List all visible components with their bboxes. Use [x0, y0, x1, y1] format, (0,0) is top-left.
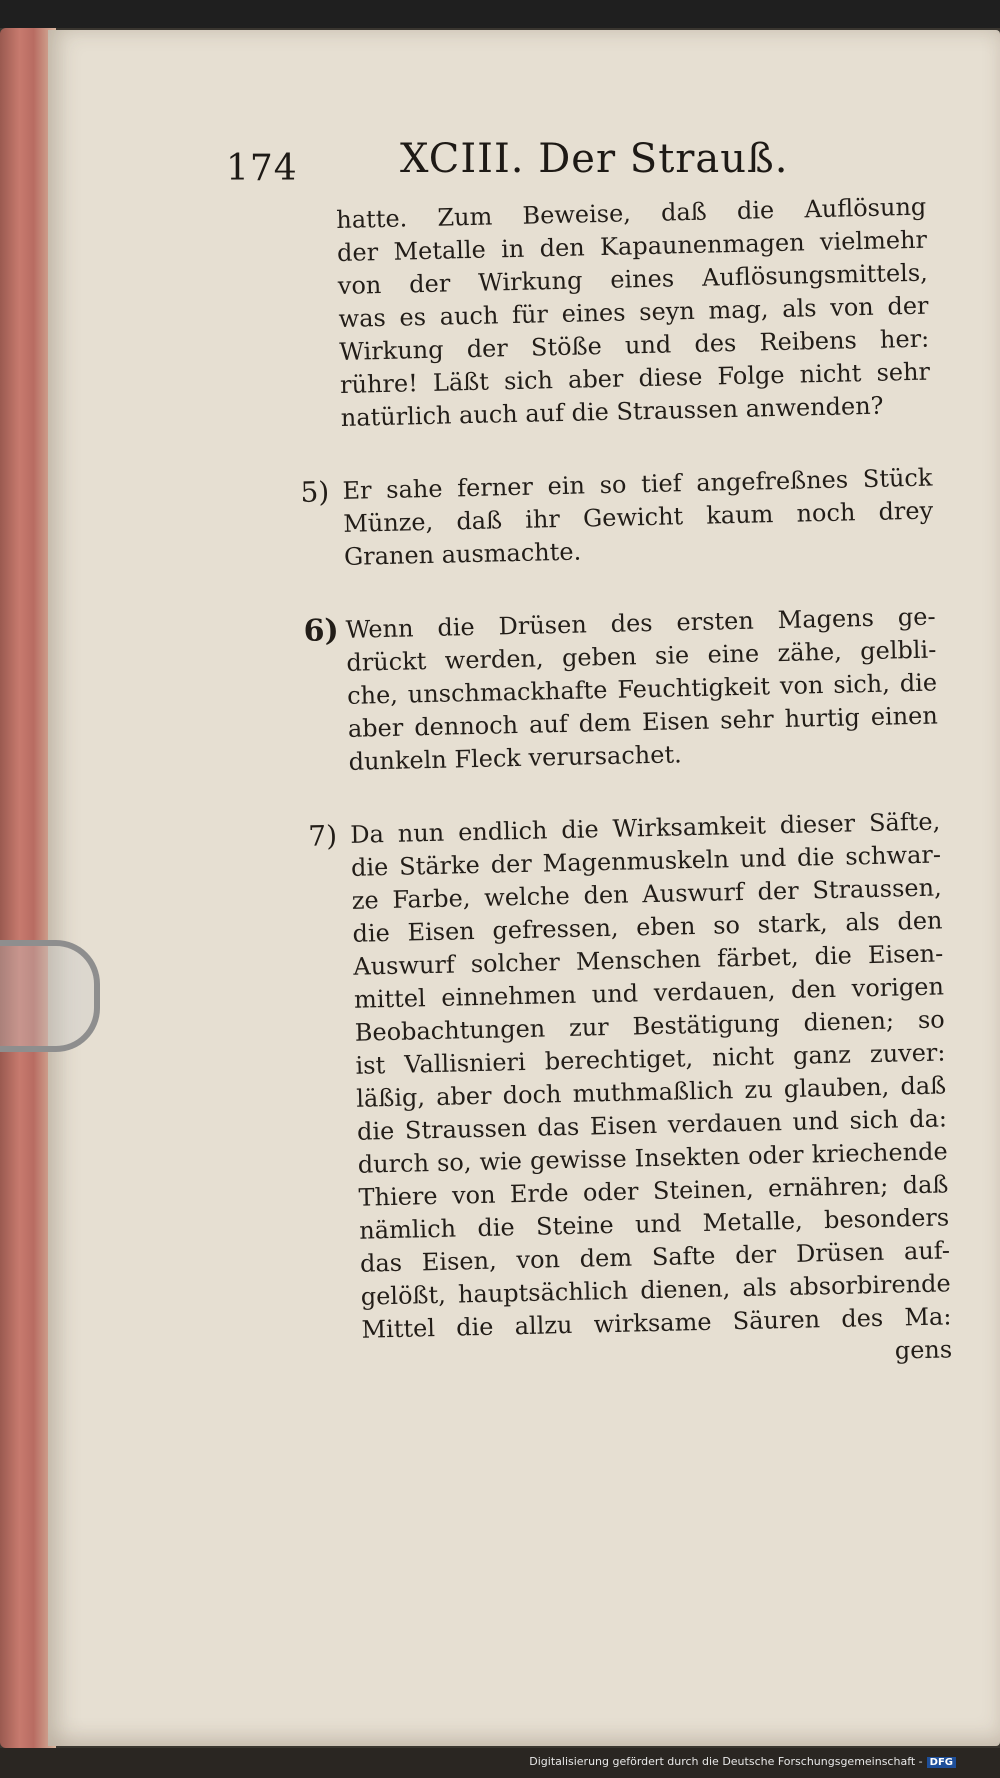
- text-line: Beobachtungen zur Bestätigung dienen; so: [354, 1005, 945, 1047]
- text-line: die Stärke der Magenmuskeln und die schwar-: [350, 840, 942, 882]
- item-number: 6): [303, 613, 340, 649]
- text-line: drückt werden, geben sie eine zähe, gelbli-: [346, 635, 937, 677]
- item-number: 5): [300, 475, 330, 509]
- page-clip: [0, 940, 100, 1052]
- text-line: Mittel die allzu wirksame Säuren des Ma:: [361, 1302, 952, 1344]
- text-line: dunkeln Fleck verursachet.: [348, 740, 682, 776]
- text-line: rühre! Läßt sich aber diese Folge nicht sehr: [339, 357, 931, 399]
- paragraph-7: [307, 805, 953, 1379]
- digitization-credit: [529, 1755, 956, 1768]
- text-line: was es auch für eines seyn mag, als von der: [338, 291, 929, 333]
- text-line: die Eisen gefressen, eben so stark, als den: [352, 906, 943, 948]
- text-line: natürlich auch auf die Straussen anwenden?: [340, 391, 884, 432]
- text-line: gelößt, hauptsächlich dienen, als absorbirende: [360, 1269, 951, 1311]
- text-line: Münze, daß ihr Gewicht kaum noch drey: [342, 496, 934, 538]
- text-line: mittel einnehmen und verdauen, den vorigen: [353, 972, 945, 1014]
- text-line: durch so, wie gewisse Insekten oder kriechende: [357, 1137, 948, 1179]
- text-line: von der Wirkung eines Auflösungsmittels,: [337, 258, 929, 300]
- text-line-body: Er sahe ferner ein so tief angefreßnes Stück: [342, 463, 933, 505]
- scan-top-border: [0, 0, 1000, 28]
- text-line: aber dennoch auf dem Eisen sehr hurtig einen: [347, 701, 939, 743]
- text-line: ist Vallisnieri berechtiget, nicht ganz zuver:: [355, 1038, 946, 1080]
- text-line: Granen ausmachte.: [343, 537, 582, 571]
- body-text: [300, 191, 953, 1380]
- text-line-body: Da nun endlich die Wirksamkeit dieser Säfte,: [349, 807, 941, 849]
- page-number: 174: [226, 148, 298, 189]
- text-line-body: Wenn die Drüsen des ersten Magens ge-: [345, 602, 936, 644]
- text-line: Thiere von Erde oder Steinen, ernähren; daß: [358, 1170, 949, 1212]
- text-line: der Metalle in den Kapaunenmagen vielmehr: [336, 225, 928, 267]
- paragraph-5: [300, 462, 934, 574]
- paragraph-continuation: [336, 191, 931, 435]
- text-line: hatte. Zum Beweise, daß die Auflösung: [336, 192, 927, 234]
- catchword: gens: [894, 1335, 953, 1365]
- text-line: ze Farbe, welche den Auswurf der Straussen,: [351, 873, 942, 915]
- paragraph-6: [303, 601, 939, 779]
- text-line: läßig, aber doch muthmaßlich zu glauben, daß: [355, 1071, 947, 1113]
- text-line: Auswurf solcher Menschen färbet, die Eisen-: [352, 939, 944, 981]
- text-line: das Eisen, von dem Safte der Drüsen auf-: [359, 1236, 951, 1278]
- credit-text: Digitalisierung gefördert durch die Deutsche Forschungsgemeinschaft -: [529, 1755, 923, 1768]
- text-line: die Straussen das Eisen verdauen und sich da:: [356, 1104, 948, 1146]
- text-line: Wirkung der Stöße und des Reibens her:: [339, 324, 930, 366]
- text-line: che, unschmackhafte Feuchtigkeit von sich, die: [346, 668, 938, 710]
- dfg-logo: DFG: [927, 1757, 956, 1768]
- text-line: nämlich die Steine und Metalle, besonders: [358, 1203, 950, 1245]
- item-number: 7): [307, 819, 338, 853]
- running-title: XCIII. Der Strauß.: [400, 136, 789, 182]
